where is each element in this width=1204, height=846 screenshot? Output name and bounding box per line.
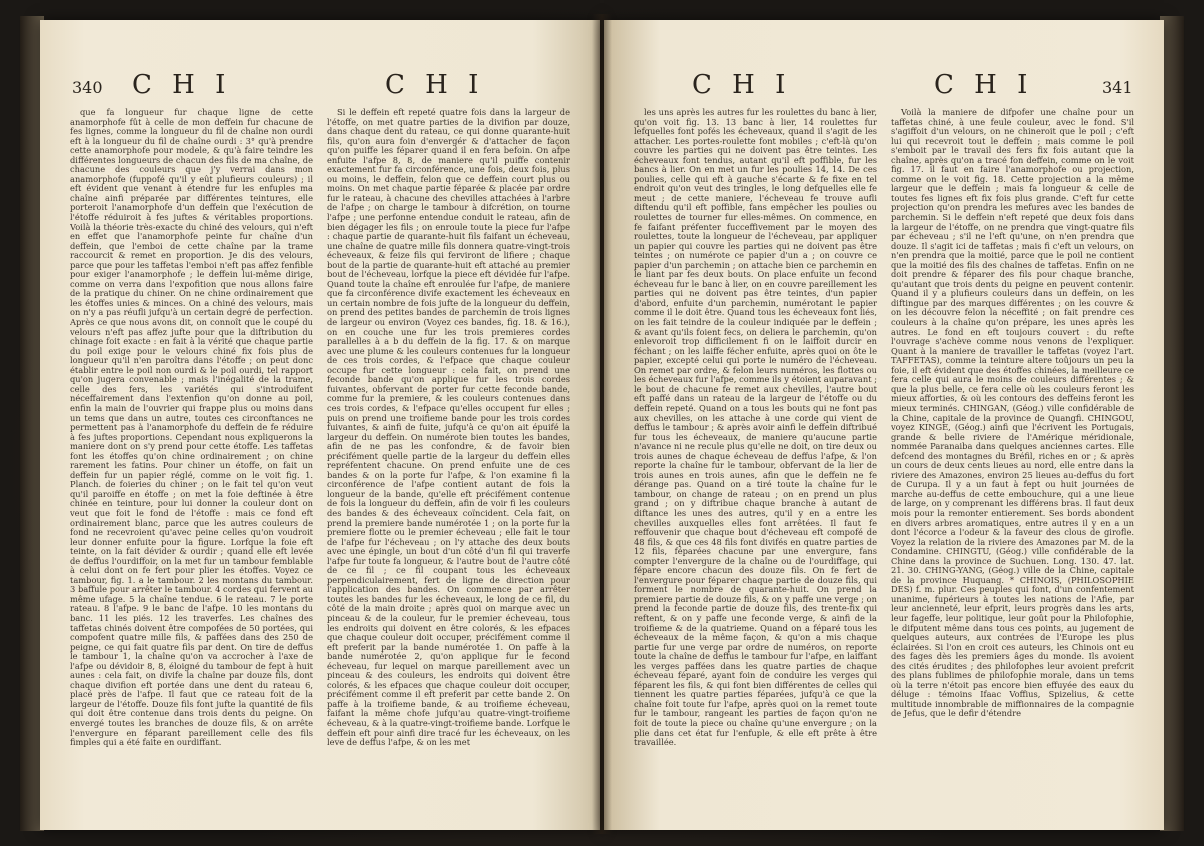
right-page-header — [604, 70, 1164, 104]
left-col1-headword: C H I — [132, 70, 232, 100]
right-column-1 — [634, 108, 877, 810]
left-column-2 — [327, 108, 570, 810]
left-page — [40, 20, 600, 830]
left-col2-headword: C H I — [385, 70, 485, 100]
right-page-number: 341 — [1102, 78, 1133, 97]
right-column-2 — [891, 108, 1134, 810]
left-page-number: 340 — [72, 78, 103, 97]
left-column-2-text: Si le deffein eft repeté quatre fois dans la largeur de l'étoffe, on met quatre parties de la divifion par douze, dans chaque dent du rateau, ce qui donne quarante-huit fils, qu'on aura foin d'envergér & d'attacher de façon qu'on puiffe les féparer quand il en fera befoin. On afpe enfuite l'afpe 8, 8, de maniere qu'il puiffe contenir exactement fur fa circonférence, une fois, deux fois, plus ou moins, le deffein, felon que ce deffein court plus ou moins. On met chaque partie féparée & placée par ordre fur le rateau, à chacune des chevilles attachées à l'arbre de l'afpe ; on charge le tambour à difcrétion, on tourne l'afpe ; une perfonne entendue conduit le rateau, afin de bien dégager les fils ; on enroule toute la piece fur l'afpe : chaque partie de quarante-huit fils faifant un écheveau, une chaîne de quatre mille fils donnera quatre-vingt-trois écheveaux, & feize fils qui ferviront de lifiere ; chaque bout de la partie de quarante-huit eft attaché au premier bout de l'écheveau, lorfque la piece eft dévidée fur l'afpe. Quand toute la chaîne eft enroulée fur l'afpe, de maniere que fa circonférence divife exactement les écheveaux en un certain nombre de fois jufte de la longueur du deffein, on prend des petites bandes de parchemin de trois lignes de largeur ou environ (Voyez ces bandes, fig. 18. & 16.), on en couche une fur les trois premieres cordes parallelles à a b du deffein de la fig. 17. & on marque avec une plume & les couleurs contenues fur la longueur de ces trois cordes, & l'efpace que chaque couleur occupe fur cette longueur : cela fait, on prend une feconde bande qu'on applique fur les trois cordes fuivantes, obfervant de porter fur cette feconde bande, comme fur la premiere, & les couleurs contenues dans ces trois cordes, & l'efpace qu'elles occupent fur elles ; puis on prend une troifieme bande pour les trois cordes fuivantes, & ainfi de fuite, jufqu'à ce qu'on ait épuifé la largeur du deffein. On numérote bien toutes les bandes, afin de ne pas les confondre, & de favoir bien précifément quelle partie de la largeur du deffein elles repréfentent chacune. On prend enfuite une de ces bandes & on la porte fur l'afpe, & l'on examine fi la circonférence de l'afpe contient autant de fois la longueur de la bande, qu'elle eft précifément contenue de fois la longueur du deffein, afin de voir fi les couleurs des bandes & des écheveaux coïncident. Cela fait, on prend la premiere bande numérotée 1 ; on la porte fur la premiere flotte ou le premier écheveau ; elle fait le tour de l'afpe fur l'écheveau ; on l'y attache des deux bouts avec une épingle, un bout d'un côté d'un fil qui traverfe l'afpe fur toute fa longueur, & l'autre bout de l'autre côté de ce fil ; ce fil coupant tous les écheveaux perpendiculairement, fert de ligne de direction pour l'application des bandes. On commence par arrêter toutes les bandes fur les écheveaux, le long de ce fil, du côté de la main droite ; après quoi on marque avec un pinceau & de la couleur, fur le premier écheveau, tous les endroits qui doivent en être colorés, & les efpaces que chaque couleur doit occuper, précifément comme il eft preferit par la bande numérotée 1. On paffe à la bande numérotée 2, qu'on applique fur le fecond écheveau, fur lequel on marque pareillement avec un pinceau & des couleurs, les endroits qui doivent être colorés, & les efpaces que chaque couleur doit occuper, précifément comme il eft preferit par cette bande 2. On paffe à la troifieme bande, & au troifieme écheveau, faifant la même chofe jufqu'au quatre-vingt-troifieme écheveau, & à la quatre-vingt-troifieme bande. Lorfque le deffein eft pour ainfi dire tracé fur les écheveaux, on les leve de deffus l'afpe, & on les met — [327, 108, 570, 748]
right-page — [604, 20, 1164, 830]
right-column-1-text: les uns après les autres fur les roulettes du banc à lier, qu'on voit fig. 13. 13 banc à lier, 14 roulettes fur lefquelles font pofés les écheveaux, quand il s'agit de les attacher. Les portes-roulette font mobiles ; c'eft-là qu'on couvre les parties qui ne doivent pas être teintes. Les écheveaux font tendus, autant qu'il eft poffible, fur les bancs à lier. On en met un fur les poulies 14, 14. De ces poulies, celle qui eft à gauche s'écarte & fe fixe en tel endroit qu'on veut des tringles, le long defquelles elle fe meut ; de cette maniere, l'écheveau fe trouve aufli diftendu qu'il eft poffible, fans empêcher les poulies ou roulettes de tourner fur elles-mêmes. On commence, en fe faifant préfenter fucceffivement par le moyen des roulettes, toute la longueur de l'écheveau, par appliquer un papier qui couvre les parties qui ne doivent pas être teintes ; on numérote ce papier d'un a ; on couvre ce papier d'un parchemin ; on attache bien ce parchemin en le liant par fes deux bouts. On place enfuite un fecond écheveau fur le banc à lier, on en couvre pareillement les parties qui ne doivent pas être teintes, d'un papier d'abord, enfuite d'un parchemin, numérotant le papier comme il le doit être. Quand tous les écheveaux font liés, on les fait teindre de la couleur indiquée par le deffein ; & avant qu'ils foient fecs, on deliera le parchemin, qu'on enlevoroit trop difficilement fi on le laiffoit durcir en féchant ; on les laiffe fécher enfuite, après quoi on ôte le papier, excepté celui qui porte le numéro de l'écheveau. On remet par ordre, & felon leurs numéros, les flottes ou les écheveaux fur l'afpe, comme ils y étoient auparavant ; le bout de chacune fe remet aux chevilles, l'autre bout eft paffé dans un rateau de la largeur de l'étoffe ou du deffein repeté. Quand on a tous les bouts qui ne font pas aux chevilles, on les attache à une corde qui vient de deffus le tambour ; & après avoir ainfi le deffein diftribué fur tous les écheveaux, de maniere qu'aucune partie n'avance ni ne recule plus qu'elle ne doit, on tire deux ou trois aunes de chaque écheveau de deffus l'afpe, & l'on reporte la chaîne fur le tambour, obfervant de la lier de trois aunes en trois aunes, afin que le deffein ne fe dérange pas. Quand on a tiré toute la chaîne fur le tambour, on change de rateau ; on en prend un plus grand ; on y diftribue chaque branche à autant de diftance les unes des autres, qu'il y en a entre les chevilles auxquelles elles font arrêtées. Il faut fe reffouvenir que chaque bout d'écheveau eft compofé de 48 fils, & que ces 48 fils font divifés en quatre parties de 12 fils, féparées chacune par une envergure, fans compter l'envergure de la chaîne ou de l'ourdiffage, qui fépare encore chacun des douze fils. On fe fert de l'envergure pour féparer chaque partie de douze fils, qui forment le nombre de quarante-huit. On prend la premiere partie de douze fils, & on y paffe une verge ; on prend la feconde partie de douze fils, des trente-fix qui reftent, & on y paffe une feconde verge, & ainfi de la troifieme & de la quatrieme. Quand on a féparé tous les écheveaux de la même façon, & qu'on a mis chaque partie fur une verge par ordre de numéros, on reporte toute la chaîne de deffus le tambour fur l'afpe, en laiffant les verges paffées dans les quatre parties de chaque écheveau féparé, ayant foin de conduire les verges qui féparent les fils, & qui font bien différentes de celles qui tiennent les quatre parties féparées, jufqu'à ce que la chaîne foit toute fur l'afpe, après quoi on la remet toute fur le tambour, rangeant les parties de façon qu'on ne foit de toute la piece ou chaîne qu'une envergure ; on la plie dans cet état fur l'enfuple, & elle eft prête à être travaillée. — [634, 108, 877, 748]
right-column-2-text: Voilà la maniere de difpofer une chaîne pour un taffetas chiné, à une feule couleur, avec le fond. S'il s'agiffoit d'un velours, on ne chineroit que le poil ; c'eft lui qui recevroit tout le deffein ; mais comme le poil s'emboit par le travail des fers fix fois autant que la chaîne, après qu'on a tracé fon deffein, comme on le voit fig. 17. il faut en faire l'anamorphofe ou projection, comme on le voit fig. 18. Cette projection a la même largeur que le deffein ; mais fa longueur & celle de toutes fes lignes eft fix fois plus grande. C'eft fur cette projection qu'on prendra les mefures avec les bandes de parchemin. Si le deffein n'eft repeté que deux fois dans la largeur de l'étoffe, on ne prendra que vingt-quatre fils par écheveau ; s'il ne l'eft qu'une, on n'en prendra que douze. Il s'agit ici de taffetas ; mais fi c'eft un velours, on n'en prendra que la moitié, parce que le poil ne contient que la moitié des fils des chaînes de taffetas. Enfin on ne doit prendre & féparer des fils pour chaque branche, qu'autant que trois dents du peigne en peuvent contenir. Quand il y a plufieurs couleurs dans un deffein, on les diftingue par des marques différentes ; on les couvre & on les découvre felon la néceffité ; on fait prendre ces couleurs à la chaîne qu'on prépare, les unes après les autres. Le fond en eft toujours couvert : du refte l'ouvrage s'achève comme nous venons de l'expliquer. Quant à la maniere de travailler le taffetas (voyez l'art. TAFFETAS), comme la teinture altere toûjours un peu la foie, il eft évident que des étoffes chinées, la meilleure ce fera celle qui aura le moins de couleurs différentes ; & que la plus belle, ce fera celle où les couleurs feront les mieux afforties, & où les contours des deffeins feront les mieux terminés. CHINGAN, (Géog.) ville confidérable de la Chine, capitale de la province de Quangfi. CHINGOU, voyez KINGE, (Géog.) ainfi que l'écrivent les Portugais, grande & belle riviere de l'Amérique méridionale, nommée Paranaiba dans quelques anciennes cartes. Elle defcend des montagnes du Bréfil, riches en or ; & après un cours de deux cents lieues au nord, elle entre dans la riviere des Amazones, environ 25 lieues au-deffus du fort de Curupa. Il y a un faut à fept ou huit journées de marche au-deffus de cette embouchure, qui a une lieue de large, on y comprenant les différens bras. Il faut deux mois pour la remonter entierement. Ses bords abondent en divers arbres aromatiques, entre autres il y en a un dont l'écorce a l'odeur & la faveur des clous de girofle. Voyez la relation de la riviere des Amazones par M. de la Condamine. CHINGTU, (Géog.) ville confidérable de la Chine dans la province de Suchuen. Long. 130. 47. lat. 21. 30. CHING-YANG, (Géog.) ville de la Chine, capitale de la province Huquang. * CHINOIS, (PHILOSOPHIE DES) f. m. plur. Ces peuples qui font, d'un confentement unanime, fupérieurs à toutes les nations de l'Afie, par leur ancienneté, leur efprit, leurs progrès dans les arts, leur fageffe, leur politique, leur goût pour la Philofophie, le difputent même dans tous ces points, au jugement de quelques auteurs, aux contrées de l'Europe les plus éclairées. Si l'on en croit ces auteurs, les Chinois ont eu des fages dès les premiers âges du monde. Ils avoient des cités érudites ; des philofophes leur avoient prefcrit des plans fublimes de philofophie morale, dans un tems où la terre n'étoit pas encore bien effuyée des eaux du déluge : témoins Ifaac Voffius, Spizelius, & cette multitude innombrable de miffionnaires de la compagnie de Jefus, que le defir d'étendre — [891, 108, 1134, 719]
left-column-1 — [70, 108, 313, 810]
book-gutter — [592, 14, 612, 834]
left-page-columns — [70, 108, 570, 810]
right-col2-headword: C H I — [934, 70, 1034, 100]
left-column-1-text: que fa longueur fur chaque ligne de cette anamorphofe fût à celle de mon deffein fur chacune de fes lignes, comme la longueur du fil de chaîne non ourdi eft à la longueur du fil de chaîne ourdi : 3° qu'à prendre cette anamorphofe pour modele, & qu'à faire teindre les différentes longueurs de chacun des fils de ma chaîne, de chacune des couleurs que j'y verrai dans mon anamorphofe (fuppofé qu'il y eût plufieurs couleurs) ; il eft évident que venant à étendre fur les enfuples ma chaîne ainfi préparée par différentes teintures, elle porteroit l'anamorphofe d'un deffein que l'exécution de l'étoffe réduiroit à fes juftes & véritables proportions. Voilà la théorie très-exacte du chiné des velours, qui n'eft en effet que l'anamorphofe peinte fur chaîne d'un deffein, que l'emboi de cette chaîne par la trame raccourcit & remet en proportion. Je dis des velours, parce que pour les taffetas l'emboi n'eft pas affez fenfible pour exiger l'anamorphofe ; le deffein lui-même dirige, comme on verra dans l'expofition que nous allons faire de la pratique du chiner. On ne chine ordinairement que les étoffes unies & minces. On a chiné des velours, mais on n'y a pas réufli jufqu'à un certain degré de perfection. Après ce que nous avons dit, on connoît que le coupé du velours n'eft pas affez jufte pour que la diftribution du chinage foit exacte : en fait à la vérité que chaque partie du poil exige pour le velours chiné fix fois plus de longueur qu'il n'en paroîtra dans l'étoffe ; on peut donc établir entre le poil non ourdi & le poil ourdi, tel rapport qu'on jugera convenable ; mais l'inégalité de la trame, celle des fers, les variétés qui s'introduifent néceffairement dans l'extenfion qu'on donne au poil, enfin la main de l'ouvrier qui frappe plus ou moins dans un tems que dans un autre, toutes ces circonftances ne permettent pas à l'anamorphofe du deffein de fe réduire à fes juftes proportions. Cependant nous expliquerons la maniere dont on s'y prend pour cette étoffe. Les taffetas font les étoffes qu'on chine ordinairement ; on chine rarement les fatins. Pour chiner un étoffe, on fait un deffein fur un papier réglé, comme on le voit fig. 1. Planch. de foieries du chiner ; on le fait tel qu'on veut qu'il paroiffe en étoffe ; on met la foie deftinée à être chinée en teinture, pour lui donner la couleur dont on veut que foit le fond de l'étoffe : mais ce fond eft ordinairement blanc, parce que les autres couleurs de fond ne recevroient qu'avec peine celles qu'on voudroit leur donner enfuite pour la figure. Lorfque la foie eft teinte, on la fait dévider & ourdir ; quand elle eft levée de deffus l'ourdiffoir, on la met fur un tambour femblable à celui dont on fe fert pour plier les étoffes. Voyez ce tambour, fig. 1. a le tambour. 2 les montans du tambour. 3 baffule pour arrêter le tambour. 4 cordes qui fervent au même ufage. 5 la chaîne tendue. 6 le rateau. 7 le porte rateau. 8 l'afpe. 9 le banc de l'afpe. 10 les montans du banc. 11 les piés. 12 les traverfes. Les chaînes des taffetas chinés doivent être compofées de 50 portées, qui compofent quatre mille fils, & paffées dans des 250 de peigne, ce qui fait quatre fils par dent. On tire de deffus le tambour 1, la chaîne qu'on va accrocher à l'axe de l'afpe ou dévidoir 8, 8, éloigné du tambour de fept à huit aunes : cela fait, on divife la chaîne par douze fils, dont chaque divifion eft portée dans une dent du rateau 6, placé près de l'afpe. Il faut que ce rateau foit de la largeur de l'étoffe. Douze fils font jufte la quantité de fils qui doit être contenue dans trois dents du peigne. On envergé toutes les branches de douze fils, & on arrête l'envergure en féparant pareillement celle des fils fimples qui a été faite en ourdiffant. — [70, 108, 313, 748]
right-page-columns — [634, 108, 1134, 810]
left-page-header — [40, 70, 600, 104]
right-col1-headword: C H I — [692, 70, 792, 100]
